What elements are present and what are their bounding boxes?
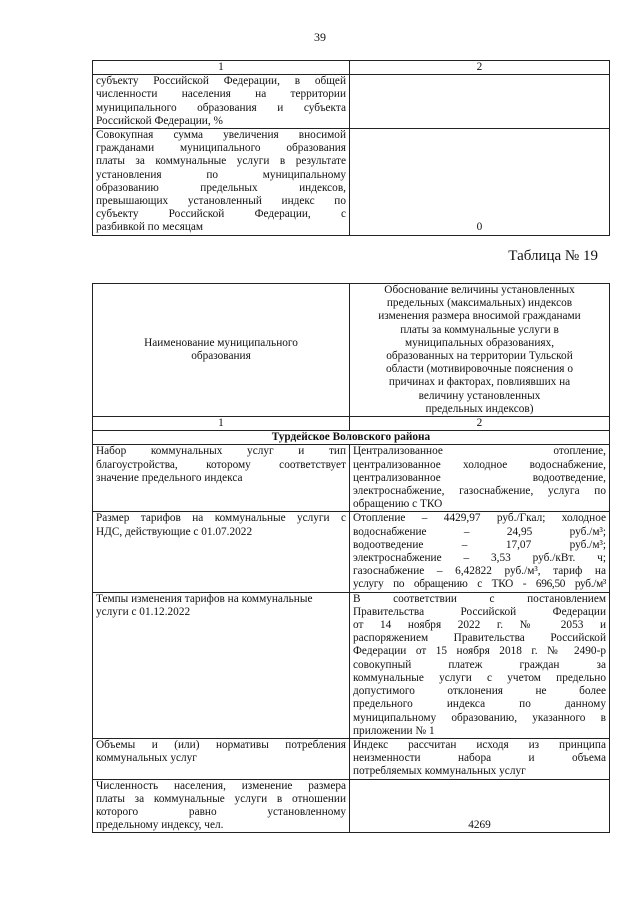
value-line: водоснабжение – 24,95 руб./м³; xyxy=(353,525,606,538)
header-line: величину установленных xyxy=(418,389,541,402)
value-line: В соответствии с постановлением xyxy=(353,592,606,605)
table-top-col-2-header: 2 xyxy=(350,61,610,75)
row-value: 4269 xyxy=(350,779,610,833)
value-line: от 14 ноября 2022 г. № 2053 и xyxy=(353,619,606,632)
value-line: муниципальному образованию, указанного в xyxy=(353,711,606,724)
row-value xyxy=(350,512,610,592)
row-label xyxy=(93,75,350,129)
label-line: субъекту Российской Федерации, в общей xyxy=(96,75,346,88)
label-line: превышающих установленный индекс по xyxy=(96,195,346,208)
value-line: услугу по обращению с ТКО - 696,50 руб./м³ xyxy=(353,578,606,591)
row-label xyxy=(93,779,350,833)
label-line: численности населения на территории xyxy=(96,88,346,101)
label-line: установления по муниципальному xyxy=(96,168,346,181)
table-top-col-1-header: 1 xyxy=(93,61,350,75)
label-line: Размер тарифов на коммунальные услуги с xyxy=(96,512,346,525)
label-line: услуги с 01.12.2022 xyxy=(96,605,191,618)
value-line: допустимого отклонения не более xyxy=(353,685,606,698)
label-line: Объемы и (или) нормативы потребления xyxy=(96,738,346,751)
row-value xyxy=(350,738,610,779)
page-number: 39 xyxy=(314,30,326,44)
label-line: значение предельного индекса xyxy=(96,471,243,484)
value-line: газоснабжение – 6,42822 руб./м³, тариф на xyxy=(353,565,606,578)
row-label xyxy=(93,738,350,779)
value-line: Отопление – 4429,97 руб./Гкал; холодное xyxy=(353,512,606,525)
value-line: Централизованное отопление, xyxy=(353,445,606,458)
table-row xyxy=(93,129,610,236)
label-line: гражданами муниципального образования xyxy=(96,142,346,155)
table-main-number-row xyxy=(93,417,610,431)
label-line: благоустройства, которому соответствует xyxy=(96,458,346,471)
section-row xyxy=(93,431,610,445)
row-value xyxy=(350,592,610,738)
label-line: Численность населения, изменение размера xyxy=(96,779,346,792)
section-title: Турдейское Воловского района xyxy=(93,431,610,445)
table-top xyxy=(92,60,610,236)
header-line: Обоснование величины установленных xyxy=(384,284,575,296)
col-number-1: 1 xyxy=(93,417,350,431)
value-line: Индекс рассчитан исходя из принципа xyxy=(353,738,606,751)
label-line: предельному индексу, чел. xyxy=(96,819,224,832)
table-row xyxy=(93,75,610,129)
value-line: предельного индекса по данному xyxy=(353,698,606,711)
value-line: централизованное водоотведение, xyxy=(353,471,606,484)
table-top-header-row xyxy=(93,61,610,75)
value-line: коммунальные услуги с учетом предельно xyxy=(353,671,606,684)
label-line: Совокупная сумма увеличения вносимой xyxy=(96,129,346,142)
header-line: платы за коммунальные услуги в xyxy=(400,323,559,336)
col-number-2: 2 xyxy=(350,417,610,431)
value-line: централизованное холодное водоснабжение, xyxy=(353,458,606,471)
row-label xyxy=(93,512,350,592)
label-line: НДС, действующие с 01.07.2022 xyxy=(96,525,253,538)
value-line: электроснабжение – 3,53 руб./кВт. ч; xyxy=(353,552,606,565)
row-value xyxy=(350,445,610,512)
table-row xyxy=(93,779,610,833)
table-row xyxy=(93,738,610,779)
value-line: Федерации от 15 ноября 2018 г. № 2490-р xyxy=(353,645,606,658)
row-label xyxy=(93,445,350,512)
label-line: разбивкой по месяцам xyxy=(96,221,204,234)
value-line: совокупный платеж граждан за xyxy=(353,658,606,671)
label-line: муниципального образования и субъекта xyxy=(96,101,346,114)
row-value xyxy=(350,75,610,129)
header-line: предельных индексов) xyxy=(425,402,534,415)
label-line: коммунальных услуг xyxy=(96,752,197,765)
label-line: платы за коммунальные услуги в отношении xyxy=(96,792,346,805)
value-line: электроснабжение, газоснабжение, услуга по xyxy=(353,485,606,498)
header-line: области (мотивировочные пояснения о xyxy=(386,363,573,376)
label-line: Темпы изменения тарифов на коммунальные xyxy=(96,592,313,605)
table-main-header-row xyxy=(93,284,610,417)
value-line: водоотведение – 17,07 руб./м³; xyxy=(353,538,606,551)
value-line: распоряжением Правительства Российской xyxy=(353,632,606,645)
label-line: субъекту Российской Федерации, с xyxy=(96,208,346,221)
label-line: Набор коммунальных услуг и тип xyxy=(96,445,346,458)
value-line: обращению с ТКО xyxy=(353,498,443,511)
header-line: изменения размера вносимой гражданами xyxy=(378,310,581,323)
table-row xyxy=(93,512,610,592)
row-label xyxy=(93,129,350,236)
col-header-justification xyxy=(350,284,610,417)
header-line: причинах и факторах, повлиявших на xyxy=(388,376,571,389)
label-line: которого равно установленному xyxy=(96,805,346,818)
value-line: Правительства Российской Федерации xyxy=(353,605,606,618)
col-header-municipality: Наименование муниципального образования xyxy=(93,284,350,417)
header-line: образованных на территории Тульской xyxy=(386,350,573,363)
value-line: неизменности набора и объема xyxy=(353,752,606,765)
table-row xyxy=(93,445,610,512)
row-value: 0 xyxy=(350,129,610,236)
header-line: муниципальных образованиях, xyxy=(404,336,555,349)
header-line: предельных (максимальных) индексов xyxy=(386,297,573,310)
table-row xyxy=(93,592,610,738)
row-label xyxy=(93,592,350,738)
value-line: приложении № 1 xyxy=(353,724,435,737)
label-line: образованию предельных индексов, xyxy=(96,181,346,194)
label-line: Российской Федерации, % xyxy=(96,114,223,127)
label-line: платы за коммунальные услуги в результате xyxy=(96,155,346,168)
table-main xyxy=(92,283,610,833)
value-line: потребляемых коммунальных услуг xyxy=(353,765,526,778)
table-caption: Таблица № 19 xyxy=(508,248,598,264)
